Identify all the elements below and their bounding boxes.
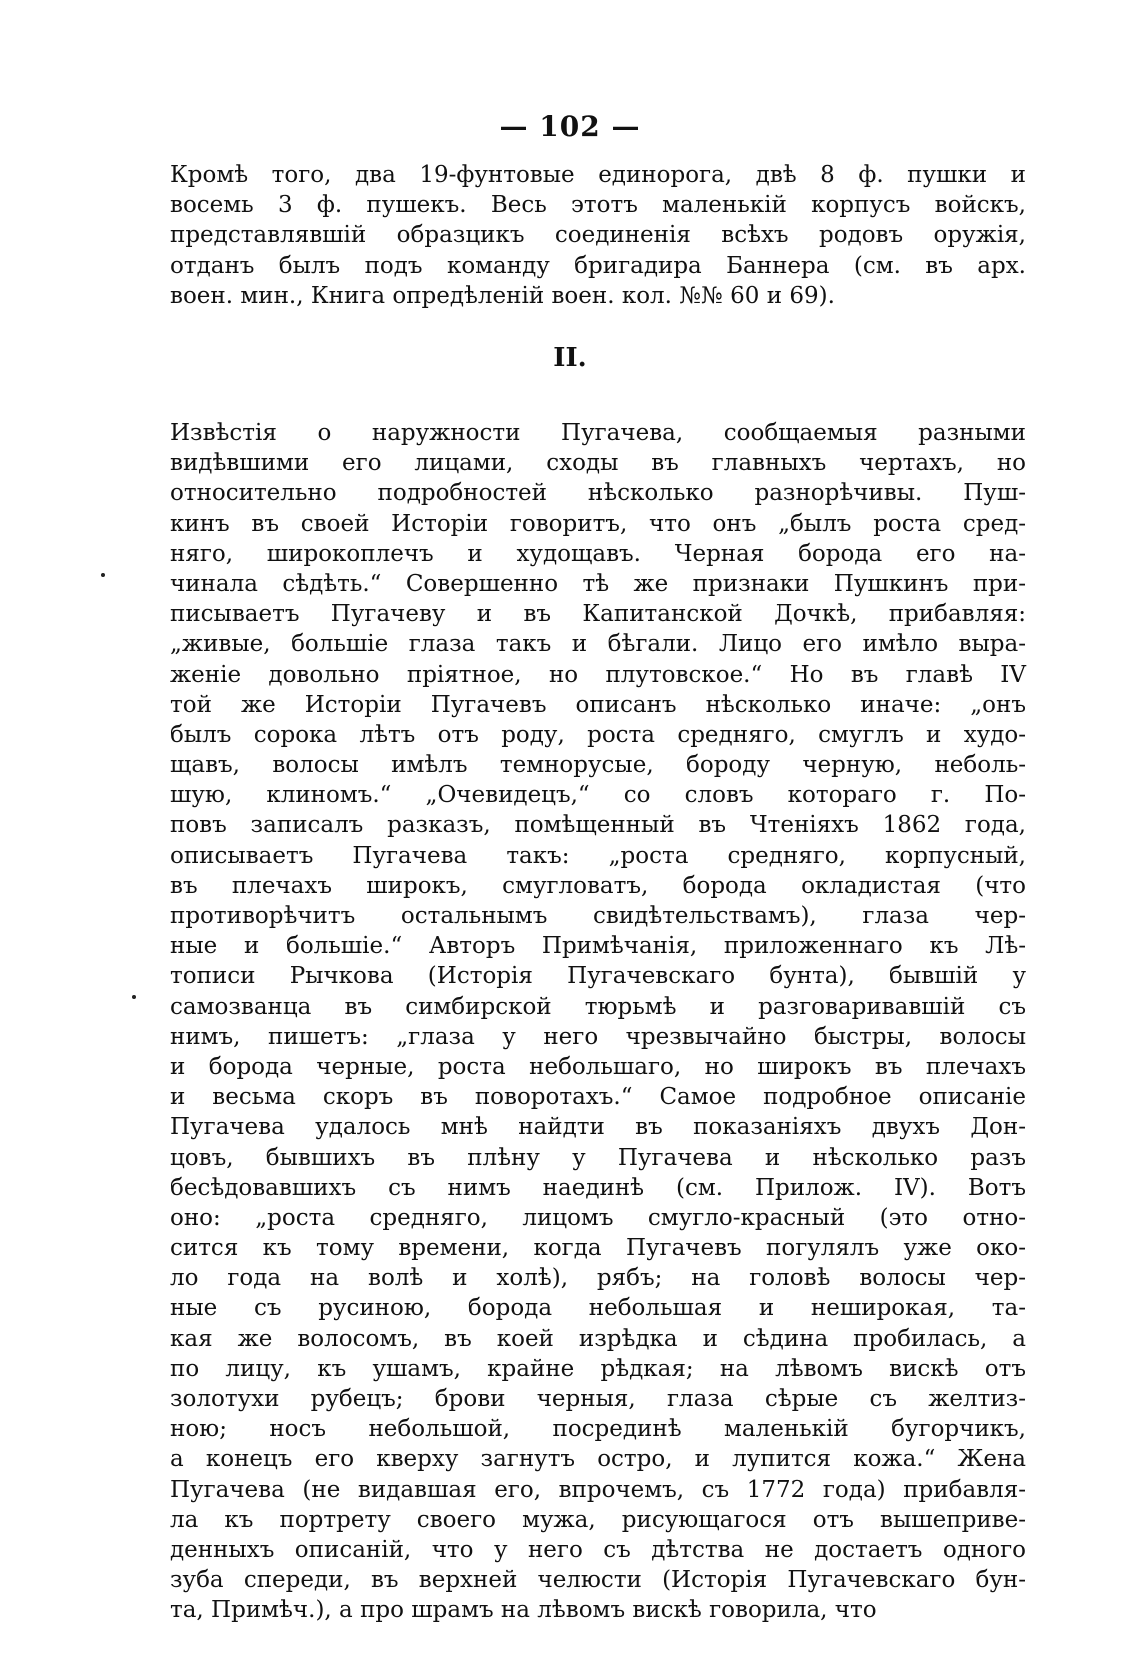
text-line: сится къ тому времени, когда Пугачевъ погулялъ уже око- bbox=[170, 1235, 1026, 1262]
text-line: восемь 3 ф. пушекъ. Весь этотъ маленькій корпусъ войскъ, bbox=[170, 192, 1026, 219]
page-number: — 102 — bbox=[499, 110, 641, 143]
text-line: щавъ, волосы имѣлъ темнорусые, бороду черную, неболь- bbox=[170, 752, 1026, 779]
text-line: ною; носъ небольшой, посрединѣ маленькій бугорчикъ, bbox=[170, 1416, 1026, 1443]
text-line: ные съ русиною, борода небольшая и неширокая, та- bbox=[170, 1295, 1026, 1322]
text-line: той же Исторіи Пугачевъ описанъ нѣсколько иначе: „онъ bbox=[170, 691, 1026, 718]
text-line: и весьма скоръ въ поворотахъ.“ Самое подробное описаніе bbox=[170, 1084, 1026, 1111]
text-line: описываетъ Пугачева такъ: „роста средняго, корпусный, bbox=[170, 842, 1026, 869]
text-line: самозванца въ симбирской тюрьмѣ и разговаривавшій съ bbox=[170, 993, 1026, 1020]
text-line: Пугачева удалось мнѣ найдти въ показаніяхъ двухъ Дон- bbox=[170, 1114, 1026, 1141]
text-line: по лицу, къ ушамъ, крайне рѣдкая; на лѣвомъ вискѣ отъ bbox=[170, 1355, 1026, 1382]
text-line: кинъ въ своей Исторіи говоритъ, что онъ „былъ роста сред- bbox=[170, 510, 1026, 537]
text-line: та, Примѣч.), а про шрамъ на лѣвомъ вискѣ говорила, что bbox=[170, 1597, 877, 1624]
text-line: и борода черные, роста небольшаго, но широкъ въ плечахъ bbox=[170, 1053, 1026, 1080]
text-line: въ плечахъ широкъ, смугловатъ, борода окладистая (что bbox=[170, 872, 1026, 899]
text-line: кая же волосомъ, въ коей изрѣдка и сѣдина пробилась, а bbox=[170, 1325, 1026, 1352]
print-speck bbox=[132, 995, 136, 999]
text-line: денныхъ описаній, что у него съ дѣтства не достаетъ одного bbox=[170, 1536, 1026, 1563]
text-line: представлявшій образцикъ соединенія всѣхъ родовъ оружія, bbox=[170, 222, 1026, 249]
text-line: няго, широкоплечъ и худощавъ. Черная борода его на- bbox=[170, 540, 1026, 567]
text-line: ные и большіе.“ Авторъ Примѣчанія, приложеннаго къ Лѣ- bbox=[170, 933, 1026, 960]
text-line: видѣвшими его лицами, сходы въ главныхъ чертахъ, но bbox=[170, 450, 1026, 477]
text-line: ло года на волѣ и холѣ), рябъ; на головѣ волосы чер- bbox=[170, 1265, 1026, 1292]
text-line: бесѣдовавшихъ съ нимъ наединѣ (см. Прилож. IV). Вотъ bbox=[170, 1174, 1026, 1201]
text-line: золотухи рубецъ; брови черныя, глаза сѣрые съ желтиз- bbox=[170, 1386, 1026, 1412]
section-heading: II. bbox=[553, 343, 587, 373]
text-line: зуба спереди, въ верхней челюсти (Исторія Пугачевскаго бун- bbox=[170, 1567, 1026, 1594]
text-line: Кромѣ того, два 19-фунтовые единорога, двѣ 8 ф. пушки и bbox=[170, 162, 1026, 188]
main-paragraph bbox=[170, 418, 1026, 1626]
text-line: ла къ портрету своего мужа, рисующагося отъ вышеприве- bbox=[170, 1506, 1026, 1533]
text-line: цовъ, бывшихъ въ плѣну у Пугачева и нѣсколько разъ bbox=[170, 1144, 1026, 1171]
text-line: шую, клиномъ.“ „Очевидецъ,“ со словъ котораго г. По- bbox=[170, 782, 1026, 809]
text-line: „живые, большіе глаза такъ и бѣгали. Лицо его имѣло выра- bbox=[170, 631, 1026, 658]
text-line: а конецъ его кверху загнутъ остро, и лупится кожа.“ Жена bbox=[170, 1446, 1026, 1473]
text-line: повъ записалъ разказъ, помѣщенный въ Чтеніяхъ 1862 года, bbox=[170, 812, 1026, 839]
text-line: былъ сорока лѣтъ отъ роду, роста средняго, смуглъ и худо- bbox=[170, 721, 1026, 748]
text-line: чинала сѣдѣть.“ Совершенно тѣ же признаки Пушкинъ при- bbox=[170, 570, 1026, 597]
text-line: Пугачева (не видавшая его, впрочемъ, съ 1772 года) прибавля- bbox=[170, 1476, 1026, 1503]
text-line: воен. мин., Книга опредѣленій воен. кол. №№ 60 и 69). bbox=[170, 282, 835, 309]
text-line: Извѣстія о наружности Пугачева, сообщаемыя разными bbox=[170, 420, 1026, 446]
print-speck bbox=[101, 573, 105, 577]
top-paragraph bbox=[170, 160, 1026, 311]
text-line: относительно подробностей нѣсколько разнорѣчивы. Пуш- bbox=[170, 480, 1026, 507]
text-line: оно: „роста средняго, лицомъ смугло-красный (это отно- bbox=[170, 1204, 1026, 1231]
text-line: противорѣчитъ остальнымъ свидѣтельствамъ), глаза чер- bbox=[170, 903, 1026, 929]
text-line: женіе довольно пріятное, но плутовское.“ Но въ главѣ IV bbox=[170, 661, 1026, 688]
text-line: писываетъ Пугачеву и въ Капитанской Дочкѣ, прибавляя: bbox=[170, 601, 1026, 628]
text-line: тописи Рычкова (Исторія Пугачевскаго бунта), бывшій у bbox=[170, 963, 1026, 990]
text-line: отданъ былъ подъ команду бригадира Баннера (см. въ арх. bbox=[170, 252, 1026, 279]
text-line: нимъ, пишетъ: „глаза у него чрезвычайно быстры, волосы bbox=[170, 1023, 1026, 1050]
